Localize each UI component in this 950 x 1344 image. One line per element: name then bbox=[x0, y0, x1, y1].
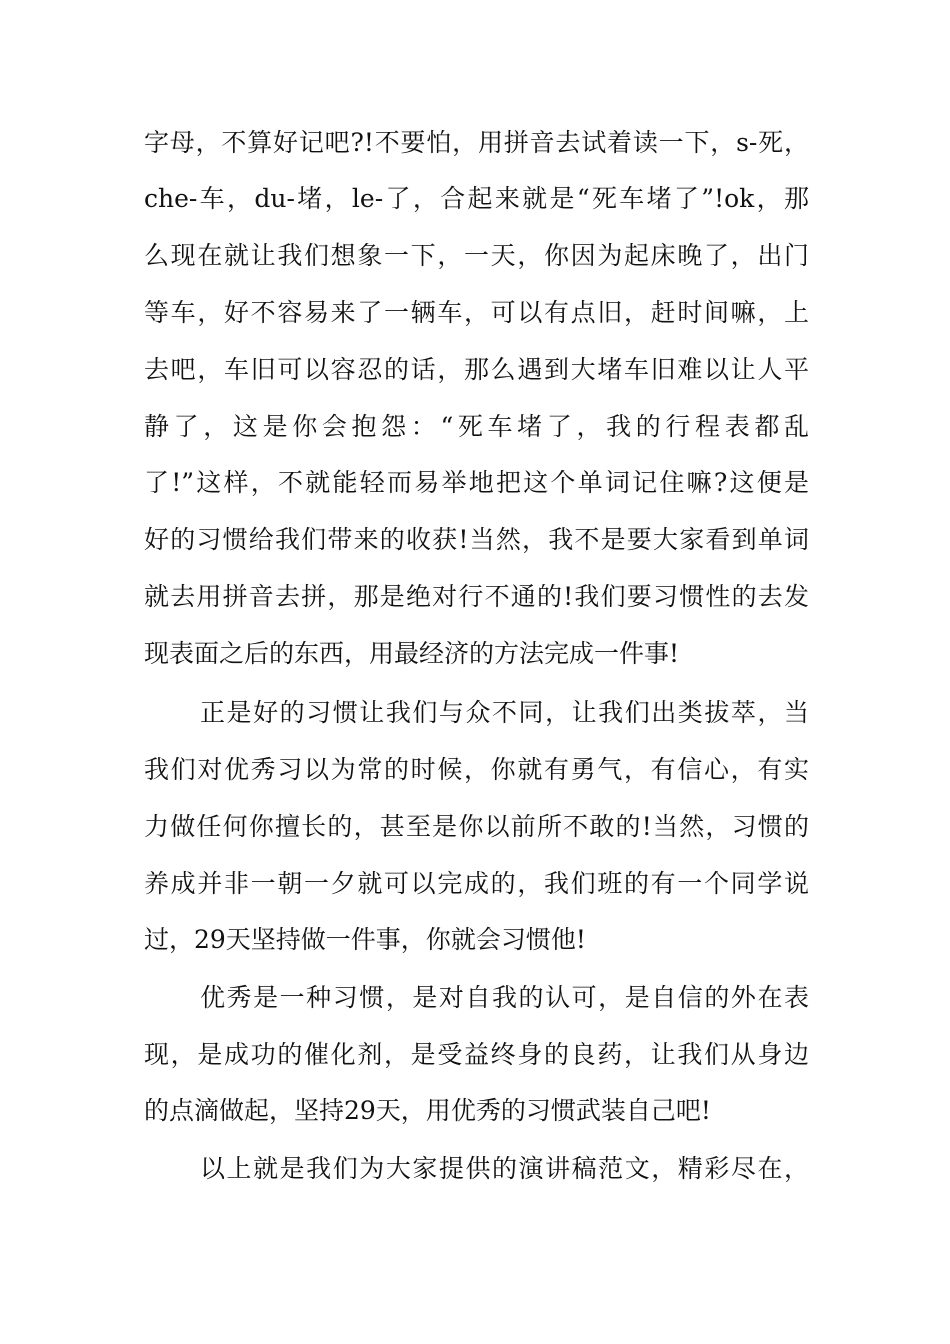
paragraph-first-line: 以上就是我们为大家提供的演讲稿范文，精彩尽在， bbox=[200, 1154, 809, 1183]
text-line: 么现在就让我们想象一下，一天，你因为起床晚了，出门 bbox=[144, 241, 809, 270]
text-line: 过，29天坚持做一件事，你就会习惯他! bbox=[144, 925, 586, 954]
text-line: 就去用拼音去拼，那是绝对行不通的!我们要习惯性的去发 bbox=[144, 582, 809, 611]
paragraph-first-line: 优秀是一种习惯，是对自我的认可，是自信的外在表 bbox=[200, 983, 809, 1012]
text-line: 我们对优秀习以为常的时候，你就有勇气，有信心，有实 bbox=[144, 755, 809, 784]
paragraph-first-line: 正是好的习惯让我们与众不同，让我们出类拔萃，当 bbox=[200, 698, 809, 727]
text-line: 了!”这样，不就能轻而易举地把这个单词记住嘛?这便是 bbox=[144, 468, 809, 497]
text-line: 去吧，车旧可以容忍的话，那么遇到大堵车旧难以让人平 bbox=[144, 355, 809, 384]
text-line: che-车，du-堵，le-了，合起来就是“死车堵了”!ok，那 bbox=[144, 184, 809, 213]
text-line: 好的习惯给我们带来的收获!当然，我不是要大家看到单词 bbox=[144, 525, 809, 554]
text-line: 力做任何你擅长的，甚至是你以前所不敢的!当然，习惯的 bbox=[144, 812, 809, 841]
text-line: 现，是成功的催化剂，是受益终身的良药，让我们从身边 bbox=[144, 1040, 809, 1069]
text-line: 等车，好不容易来了一辆车，可以有点旧，赶时间嘛，上 bbox=[144, 298, 809, 327]
text-line: 的点滴做起，坚持29天，用优秀的习惯武装自己吧! bbox=[144, 1096, 711, 1125]
text-line: 静了，这是你会抱怨：“死车堵了，我的行程表都乱 bbox=[144, 412, 809, 441]
text-line: 字母，不算好记吧?!不要怕，用拼音去试着读一下，s-死， bbox=[144, 128, 809, 157]
text-line: 养成并非一朝一夕就可以完成的，我们班的有一个同学说 bbox=[144, 869, 809, 898]
text-line: 现表面之后的东西，用最经济的方法完成一件事! bbox=[144, 639, 680, 668]
